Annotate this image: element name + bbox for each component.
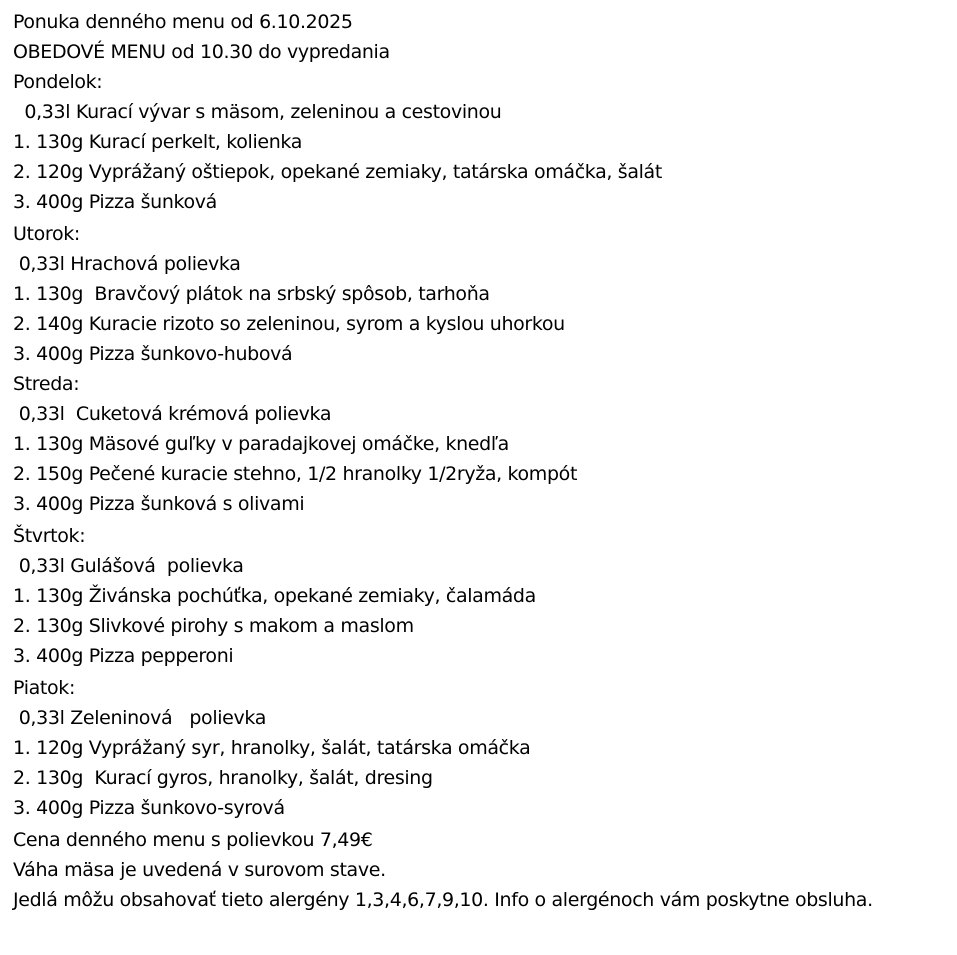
menu-item: 2. 120g Vyprážaný oštiepok, opekané zemiaky, tatárska omáčka, šalát (13, 161, 662, 183)
menu-item: 2. 150g Pečené kuracie stehno, 1/2 hranolky 1/2ryža, kompót (13, 463, 578, 485)
day-friday (13, 673, 953, 823)
menu-document (13, 7, 953, 915)
lunch-hours: OBEDOVÉ MENU od 10.30 do vypredania (13, 41, 390, 63)
menu-item: 3. 400g Pizza šunková (13, 191, 217, 213)
soup-item: 0,33l Hrachová polievka (13, 253, 241, 275)
menu-item: 2. 140g Kuracie rizoto so zeleninou, syrom a kyslou uhorkou (13, 313, 565, 335)
footer-notes (13, 825, 953, 915)
menu-item: 2. 130g Slivkové pirohy s makom a maslom (13, 615, 414, 637)
menu-item: 1. 130g Živánska pochúťka, opekané zemiaky, čalamáda (13, 585, 536, 607)
allergen-note: Jedlá môžu obsahovať tieto alergény 1,3,4,6,7,9,10. Info o alergénoch vám poskytne obsluha. (13, 889, 873, 911)
day-name: Pondelok: (13, 71, 103, 93)
menu-item: 3. 400g Pizza pepperoni (13, 645, 234, 667)
menu-item: 3. 400g Pizza šunkovo-syrová (13, 797, 285, 819)
soup-item: 0,33l Cuketová krémová polievka (13, 403, 332, 425)
soup-item: 0,33l Gulášová polievka (13, 555, 244, 577)
menu-item: 3. 400g Pizza šunková s olivami (13, 493, 305, 515)
day-name: Piatok: (13, 677, 75, 699)
day-wednesday (13, 369, 953, 519)
day-thursday (13, 521, 953, 671)
day-monday (13, 67, 953, 217)
menu-item: 1. 120g Vyprážaný syr, hranolky, šalát, tatárska omáčka (13, 737, 531, 759)
offer-title: Ponuka denného menu od 6.10.2025 (13, 11, 353, 33)
menu-price: Cena denného menu s polievkou 7,49€ (13, 829, 373, 851)
day-name: Utorok: (13, 223, 80, 245)
day-tuesday (13, 219, 953, 369)
day-name: Štvrtok: (13, 525, 86, 547)
soup-item: 0,33l Zeleninová polievka (13, 707, 267, 729)
weight-note: Váha mäsa je uvedená v surovom stave. (13, 859, 386, 881)
menu-item: 2. 130g Kurací gyros, hranolky, šalát, dresing (13, 767, 433, 789)
menu-item: 1. 130g Kurací perkelt, kolienka (13, 131, 303, 153)
menu-item: 3. 400g Pizza šunkovo-hubová (13, 343, 293, 365)
soup-item: 0,33l Kurací vývar s mäsom, zeleninou a cestovinou (13, 101, 502, 123)
day-name: Streda: (13, 373, 80, 395)
menu-item: 1. 130g Bravčový plátok na srbský spôsob, tarhoňa (13, 283, 490, 305)
menu-item: 1. 130g Mäsové guľky v paradajkovej omáčke, knedľa (13, 433, 509, 455)
